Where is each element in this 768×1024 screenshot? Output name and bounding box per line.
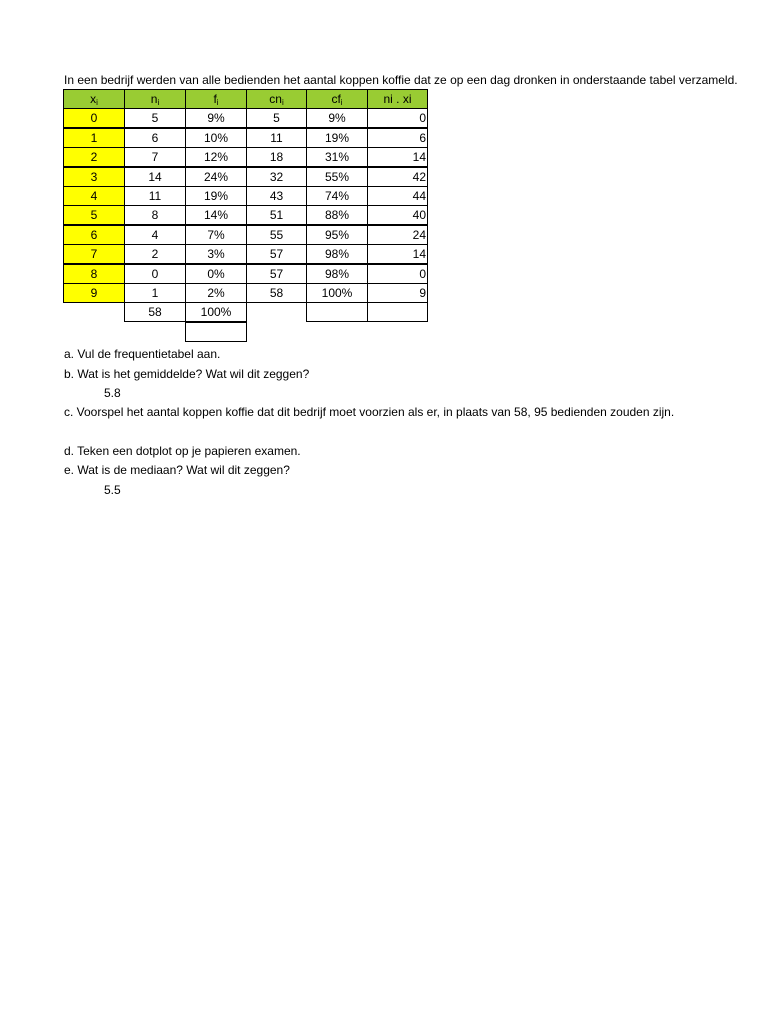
cell-ni-xi: 0 [367, 108, 428, 128]
total-f: 100% [185, 302, 247, 322]
question-c: c. Voorspel het aantal koppen koffie dat dit bedrijf moet voorzien als er, in plaats van 58, 95 bedienden zouden zijn. [64, 405, 675, 419]
cell-cn: 32 [246, 167, 307, 187]
cell-n: 2 [124, 244, 186, 264]
cell-f: 0% [185, 264, 247, 284]
total-n: 58 [124, 302, 186, 322]
header-x: $x_i$ [63, 89, 125, 109]
header-cf: $cf_i$ [306, 89, 368, 109]
cell-cf: 98% [306, 264, 368, 284]
cell-x: 0 [63, 108, 125, 128]
cell-x: 1 [63, 128, 125, 148]
cell-cn: 43 [246, 186, 307, 206]
cell-cf: 74% [306, 186, 368, 206]
answer-b: 5.8 [104, 386, 121, 400]
cell-ni-xi: 14 [367, 244, 428, 264]
cell-cf: 88% [306, 205, 368, 225]
empty-nixi-total [367, 302, 428, 322]
cell-x: 5 [63, 205, 125, 225]
cell-n: 6 [124, 128, 186, 148]
cell-x: 8 [63, 264, 125, 284]
question-a: a. Vul de frequentietabel aan. [64, 347, 221, 361]
cell-x: 2 [63, 147, 125, 167]
cell-f: 24% [185, 167, 247, 187]
cell-n: 8 [124, 205, 186, 225]
cell-cn: 18 [246, 147, 307, 167]
cell-cn: 55 [246, 225, 307, 245]
cell-f: 10% [185, 128, 247, 148]
cell-cf: 31% [306, 147, 368, 167]
cell-n: 11 [124, 186, 186, 206]
cell-ni-xi: 42 [367, 167, 428, 187]
cell-cf: 9% [306, 108, 368, 128]
cell-cn: 11 [246, 128, 307, 148]
cell-ni-xi: 44 [367, 186, 428, 206]
cell-ni-xi: 6 [367, 128, 428, 148]
question-b: b. Wat is het gemiddelde? Wat wil dit zeggen? [64, 367, 310, 381]
intro-text: In een bedrijf werden van alle bedienden het aantal koppen koffie dat ze op een dag dronken in onderstaande tabel verzameld. [64, 73, 738, 87]
cell-cn: 5 [246, 108, 307, 128]
cell-x: 3 [63, 167, 125, 187]
cell-n: 0 [124, 264, 186, 284]
cell-f: 7% [185, 225, 247, 245]
cell-cf: 19% [306, 128, 368, 148]
empty-extra-cell [185, 322, 247, 342]
cell-f: 9% [185, 108, 247, 128]
answer-e: 5.5 [104, 483, 121, 497]
header-cn: $cn_i$ [246, 89, 307, 109]
cell-cf: 100% [306, 283, 368, 303]
cell-cn: 57 [246, 244, 307, 264]
cell-cf: 95% [306, 225, 368, 245]
cell-n: 4 [124, 225, 186, 245]
empty-cf-total [306, 302, 368, 322]
cell-ni-xi: 14 [367, 147, 428, 167]
cell-cn: 51 [246, 205, 307, 225]
cell-x: 9 [63, 283, 125, 303]
cell-n: 7 [124, 147, 186, 167]
cell-x: 4 [63, 186, 125, 206]
cell-n: 5 [124, 108, 186, 128]
header-f: $f_i$ [185, 89, 247, 109]
cell-cn: 58 [246, 283, 307, 303]
cell-ni-xi: 24 [367, 225, 428, 245]
question-d: d. Teken een dotplot op je papieren examen. [64, 444, 301, 458]
cell-ni-xi: 0 [367, 264, 428, 284]
cell-n: 1 [124, 283, 186, 303]
cell-n: 14 [124, 167, 186, 187]
header-n: $n_i$ [124, 89, 186, 109]
cell-f: 19% [185, 186, 247, 206]
cell-cf: 98% [306, 244, 368, 264]
cell-f: 14% [185, 205, 247, 225]
cell-ni-xi: 9 [367, 283, 428, 303]
cell-x: 7 [63, 244, 125, 264]
cell-cn: 57 [246, 264, 307, 284]
cell-ni-xi: 40 [367, 205, 428, 225]
cell-f: 3% [185, 244, 247, 264]
cell-cf: 55% [306, 167, 368, 187]
header-ni-xi: ni . xi [367, 89, 428, 109]
cell-x: 6 [63, 225, 125, 245]
cell-f: 12% [185, 147, 247, 167]
cell-f: 2% [185, 283, 247, 303]
question-e: e. Wat is de mediaan? Wat wil dit zeggen? [64, 463, 290, 477]
